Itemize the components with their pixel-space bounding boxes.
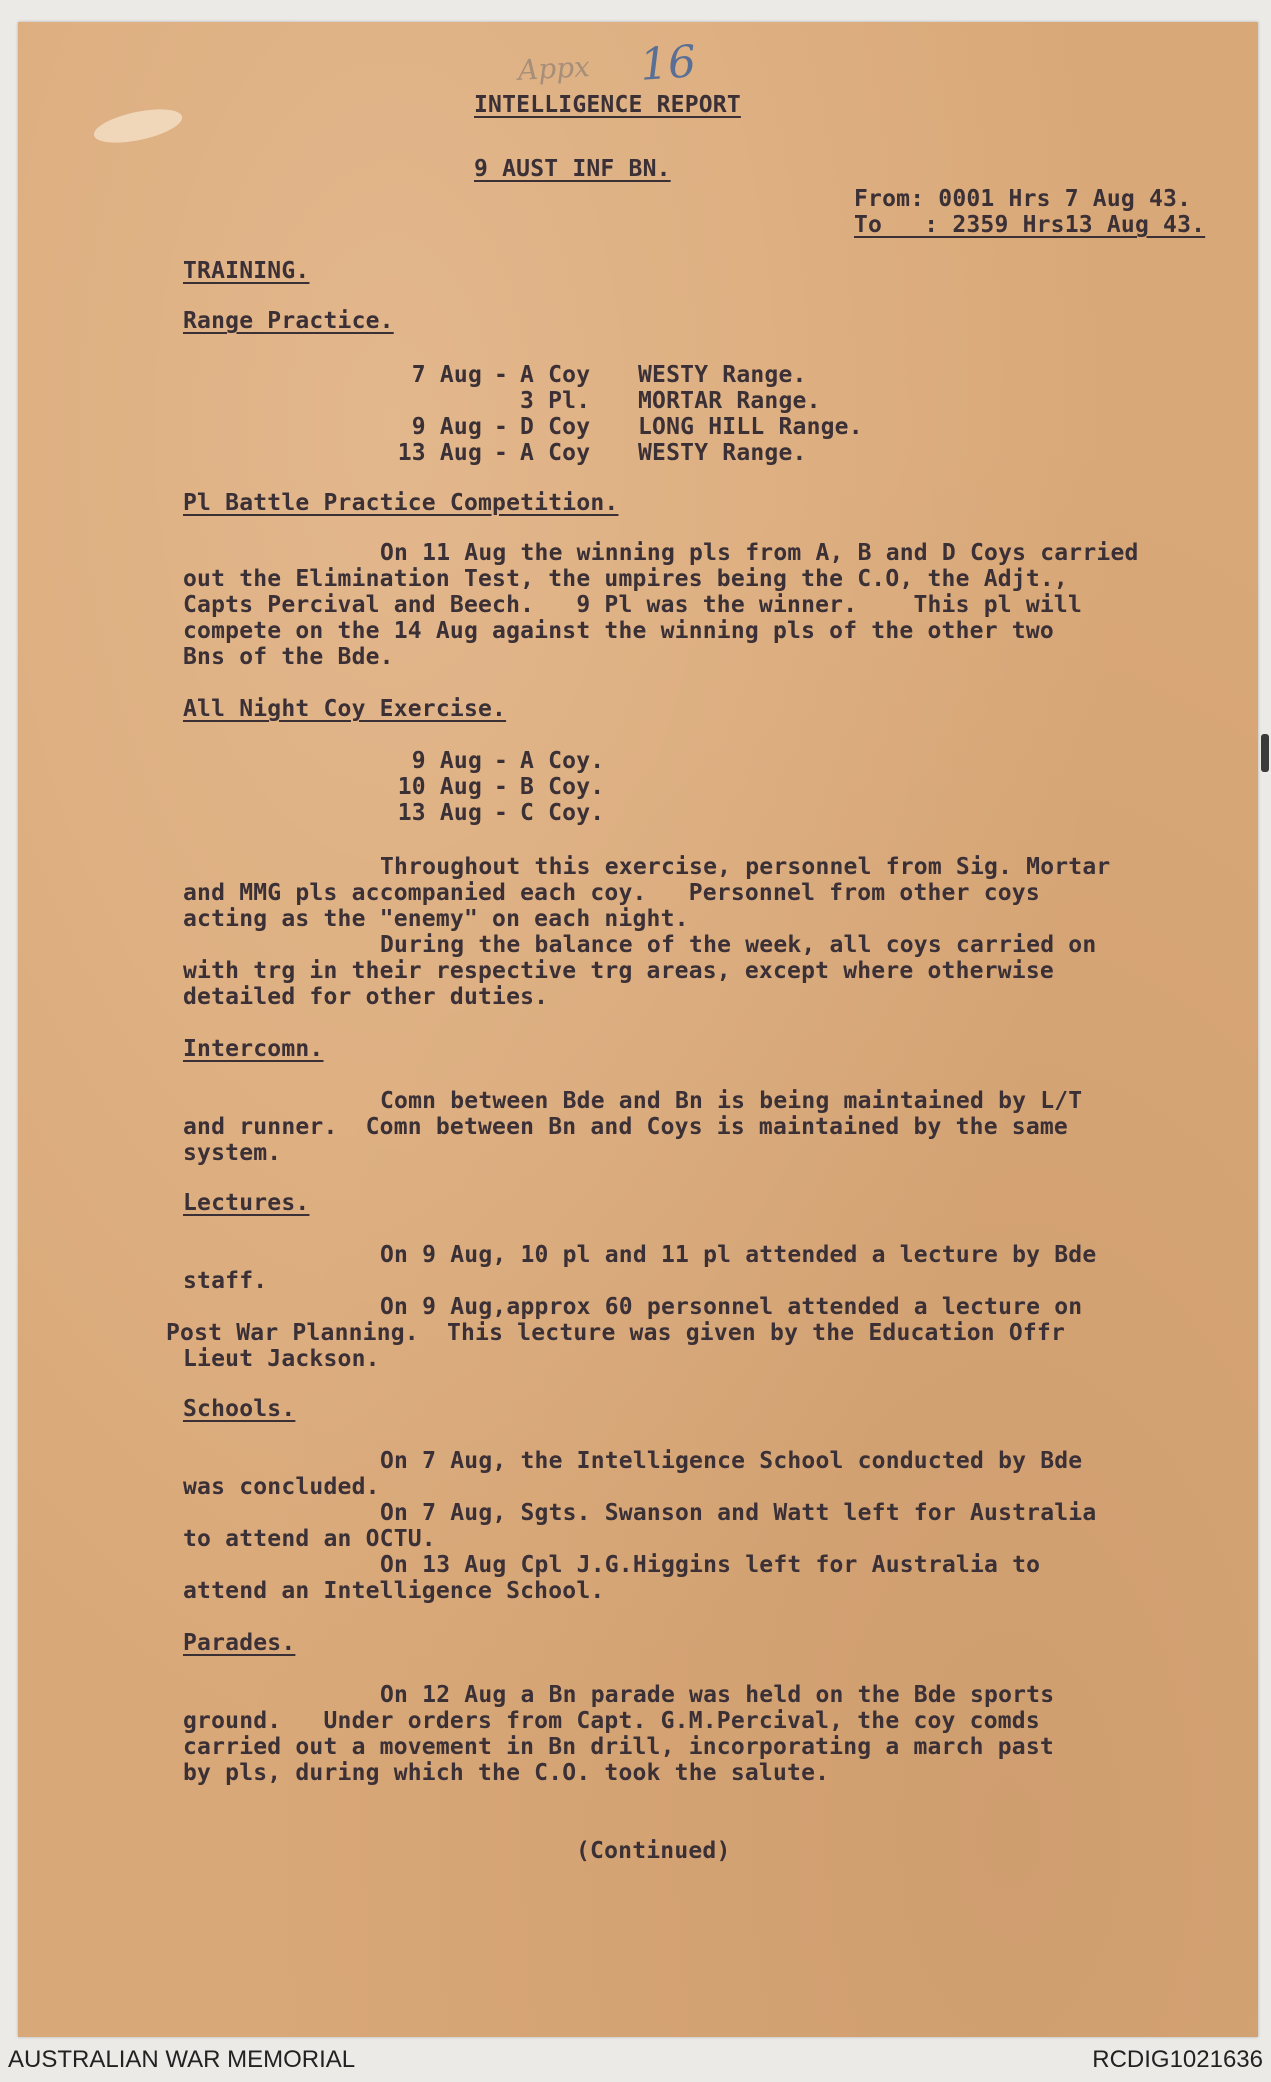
- row-unit: D Coy: [520, 414, 591, 440]
- paragraph-line: ground. Under orders from Capt. G.M.Percival, the coy comds: [183, 1708, 1040, 1734]
- paragraph-line: On 11 Aug the winning pls from A, B and D Coys carried: [380, 540, 1139, 566]
- row-unit: C Coy.: [520, 800, 605, 826]
- row-unit: 3 Pl.: [520, 388, 591, 414]
- paragraph-line: Comn between Bde and Bn is being maintained by L/T: [380, 1088, 1083, 1114]
- paragraph-line: was concluded.: [183, 1474, 380, 1500]
- paragraph-line: by pls, during which the C.O. took the salute.: [183, 1760, 830, 1786]
- paragraph-line: On 9 Aug, 10 pl and 11 pl attended a lecture by Bde: [380, 1242, 1097, 1268]
- row-range: MORTAR Range.: [638, 388, 821, 414]
- section-heading-lectures: Lectures.: [183, 1190, 310, 1216]
- row-unit: A Coy.: [520, 748, 605, 774]
- paragraph-line: On 13 Aug Cpl J.G.Higgins left for Australia to: [380, 1552, 1041, 1578]
- row-unit: A Coy: [520, 440, 591, 466]
- paragraph-line: Bns of the Bde.: [183, 644, 394, 670]
- row-range: WESTY Range.: [638, 440, 807, 466]
- section-heading-night-exercise: All Night Coy Exercise.: [183, 696, 507, 722]
- row-dash: -: [494, 362, 509, 388]
- paragraph-line: On 7 Aug, the Intelligence School conducted by Bde: [380, 1448, 1083, 1474]
- paragraph-line: During the balance of the week, all coys carried on: [380, 932, 1097, 958]
- paragraph-line: with trg in their respective trg areas, except where otherwise: [183, 958, 1054, 984]
- row-date: 9 Aug: [411, 748, 482, 774]
- row-dash: -: [494, 440, 509, 466]
- footer-archive-name: AUSTRALIAN WAR MEMORIAL: [8, 2046, 356, 2073]
- paper-tear-mark: [91, 103, 185, 149]
- row-unit: A Coy: [520, 362, 591, 388]
- footer-record-id: RCDIG1021636: [1092, 2046, 1263, 2073]
- paragraph-line: Post War Planning. This lecture was given by the Education Offr: [166, 1320, 1066, 1346]
- row-date: 7 Aug: [411, 362, 482, 388]
- paragraph-line: system.: [183, 1140, 282, 1166]
- section-heading-parades: Parades.: [183, 1630, 296, 1656]
- row-unit: B Coy.: [520, 774, 605, 800]
- paragraph-line: compete on the 14 Aug against the winning pls of the other two: [183, 618, 1054, 644]
- continued-note: (Continued): [576, 1838, 731, 1864]
- section-heading-range-practice: Range Practice.: [183, 308, 394, 334]
- report-title: INTELLIGENCE REPORT: [474, 92, 741, 118]
- paragraph-line: acting as the "enemy" on each night.: [183, 906, 689, 932]
- paragraph-line: to attend an OCTU.: [183, 1526, 436, 1552]
- document-page: [18, 22, 1258, 2037]
- paragraph-line: carried out a movement in Bn drill, incorporating a march past: [183, 1734, 1054, 1760]
- row-dash: -: [494, 774, 509, 800]
- pencil-annotation: Appx: [517, 50, 591, 87]
- paragraph-line: staff.: [183, 1268, 268, 1294]
- section-heading-schools: Schools.: [183, 1396, 296, 1422]
- row-dash: -: [494, 800, 509, 826]
- paragraph-line: and MMG pls accompanied each coy. Personnel from other coys: [183, 880, 1040, 906]
- paragraph-line: detailed for other duties.: [183, 984, 549, 1010]
- row-date: 9 Aug: [411, 414, 482, 440]
- paragraph-line: On 12 Aug a Bn parade was held on the Bde sports: [380, 1682, 1055, 1708]
- paragraph-line: Lieut Jackson.: [183, 1346, 380, 1372]
- section-heading-intercomn: Intercomn.: [183, 1036, 324, 1062]
- paragraph-line: Throughout this exercise, personnel from Sig. Mortar: [380, 854, 1111, 880]
- paragraph-line: and runner. Comn between Bn and Coys is maintained by the same: [183, 1114, 1068, 1140]
- paragraph-line: Capts Percival and Beech. 9 Pl was the winner. This pl will: [183, 592, 1083, 618]
- row-dash: -: [494, 414, 509, 440]
- row-range: LONG HILL Range.: [638, 414, 863, 440]
- row-range: WESTY Range.: [638, 362, 807, 388]
- paragraph-line: out the Elimination Test, the umpires being the C.O, the Adjt.,: [183, 566, 1068, 592]
- row-date: 10 Aug: [397, 774, 482, 800]
- row-date: 13 Aug: [397, 440, 482, 466]
- paragraph-line: On 7 Aug, Sgts. Swanson and Watt left for Australia: [380, 1500, 1097, 1526]
- period-to: To : 2359 Hrs13 Aug 43.: [854, 212, 1206, 238]
- binding-clip-mark: [1261, 734, 1269, 772]
- section-heading-training: TRAINING.: [183, 258, 310, 284]
- paragraph-line: attend an Intelligence School.: [183, 1578, 605, 1604]
- handwritten-appendix-number: 16: [638, 36, 698, 91]
- paragraph-line: On 9 Aug,approx 60 personnel attended a lecture on: [380, 1294, 1083, 1320]
- row-dash: -: [494, 748, 509, 774]
- unit-name: 9 AUST INF BN.: [474, 156, 671, 182]
- period-from: From: 0001 Hrs 7 Aug 43.: [854, 186, 1192, 212]
- section-heading-pl-battle-practice: Pl Battle Practice Competition.: [183, 490, 619, 516]
- row-date: 13 Aug: [397, 800, 482, 826]
